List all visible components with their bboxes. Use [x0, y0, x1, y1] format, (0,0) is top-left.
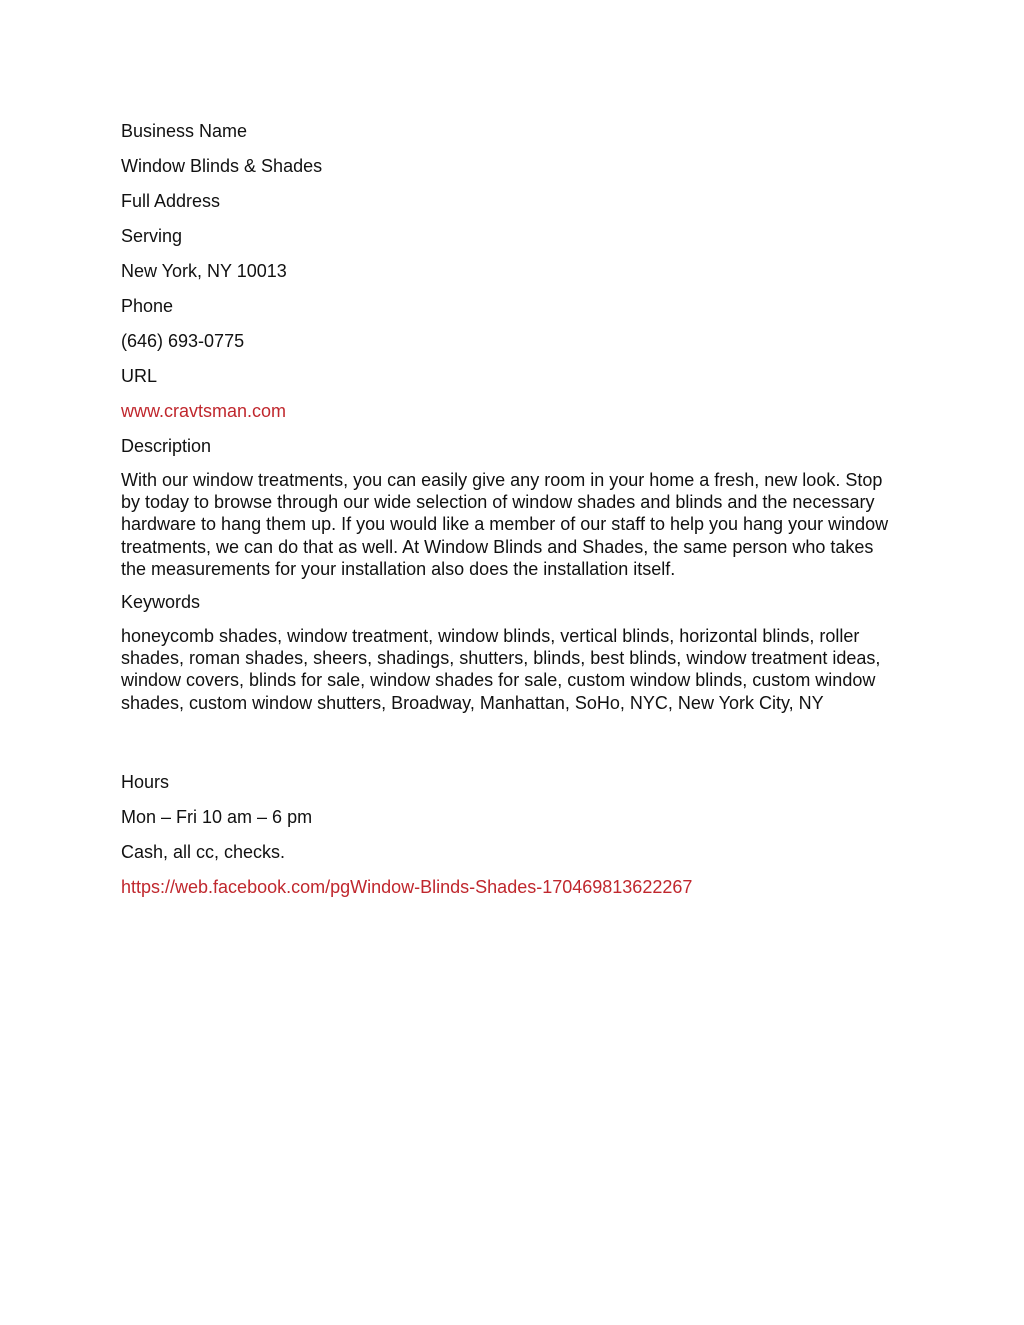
facebook-link[interactable]: https://web.facebook.com/pgWindow-Blinds-Shades-170469813622267	[121, 876, 693, 897]
business-name-value: Window Blinds & Shades	[121, 156, 323, 176]
serving-label: Serving	[121, 226, 183, 246]
hours-label: Hours	[121, 771, 170, 792]
hours-value: Mon – Fri 10 am – 6 pm	[121, 806, 313, 827]
location-value: New York, NY 10013	[121, 261, 287, 281]
keywords-label: Keywords	[121, 592, 201, 613]
keywords-text: honeycomb shades, window treatment, window blinds, vertical blinds, horizontal blinds, roller shades, roman shades, sheers, shadings, shutters, blinds, best blinds, window treatment ideas, window covers, blinds for sale, window shades for sale, custom window blinds, custom window shades, custom window shutters, Broadway, Manhattan, SoHo, NYC, New York City, NY	[121, 626, 881, 713]
description-text: With our window treatments, you can easily give any room in your home a fresh, new look. Stop by today to browse through our wide selection of window shades and blinds and the necessary hardware to hang them up. If you would like a member of our staff to help you hang your window treatments, we can do that as well. At Window Blinds and Shades, the same person who takes the measurements for your installation also does the installation itself.	[121, 470, 889, 579]
phone-value: (646) 693-0775	[121, 331, 245, 351]
business-listing-document	[121, 119, 901, 910]
url-label: URL	[121, 366, 158, 386]
website-link-line	[121, 399, 901, 423]
full-address-label: Full Address	[121, 191, 221, 211]
facebook-link-line	[121, 875, 901, 899]
website-link[interactable]: www.cravtsman.com	[121, 401, 287, 421]
business-name-label: Business Name	[121, 121, 248, 141]
payment-value: Cash, all cc, checks.	[121, 841, 286, 862]
phone-label: Phone	[121, 296, 174, 316]
description-label: Description	[121, 436, 212, 456]
section-spacer	[121, 724, 901, 770]
